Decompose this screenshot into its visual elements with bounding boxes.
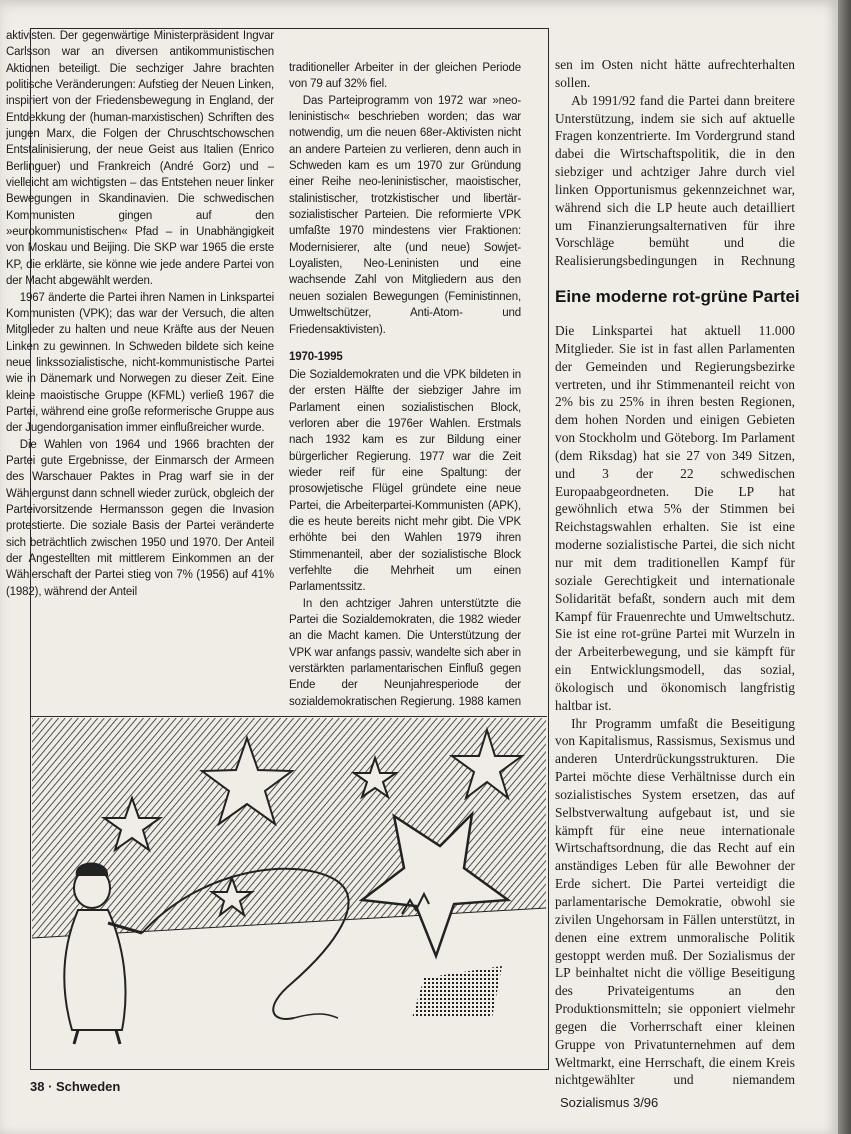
- section-heading: 1970-1995: [289, 350, 343, 363]
- column-middle: [289, 60, 521, 710]
- section-heading: Eine moderne rot-grüne Partei: [555, 287, 800, 306]
- paragraph: Die Wahlen von 1964 und 1966 brachten der Partei gute Ergebnisse, der Einmarsch der Armeen des Warschauer Paktes in Prag warf sie in der Wählergunst dann schnell wieder zurück, obgleich der Parteivorsitzende Hermansson gegen die Invasion protestierte. Die soziale Basis der Partei veränderte sich beträchtlich zwischen 1950 und 1970. Der Anteil der Angestellten mit mittlerem Einkommen an der Wählerschaft der Partei stieg von 7% (1956) auf 41% (1982), während der Anteil: [6, 438, 274, 598]
- paragraph: Das Parteiprogramm von 1972 war »neo-leninistisch« beschrieben worden; das war notwendig, um die neuen 68er-Aktivisten nicht an andere Parteien zu verlieren, denn auch in Schweden kam es um 1970 zur Gründung einer Reihe neo-leninistischer, maoistischer, stalinistischer, trotzkistischer und libertär-sozialistischer Parteien. Die reformierte VPK umfaßte 1970 mindestens vier Fraktionen: Modernisierer, alte (und neue) Sowjet-Loyalisten, Neo-Leninisten und eine wachsende Zahl von Mitgliedern aus den neuen sozialen Bewegungen (Feministinnen, Umweltschützer, Anti-Atom- und Friedensaktivisten).: [289, 94, 521, 336]
- paragraph: sen im Osten nicht hätte aufrechterhalten sollen.: [555, 57, 795, 90]
- paragraph: aktivisten. Der gegenwärtige Ministerpräsident Ingvar Carlsson war an diversen antikommunistischen Aktionen beteiligt. Die sechziger Jahre brachten politische Veränderungen: Aufstieg der Neuen Linken, inspiriert von der Friedensbewegung in England, der Entdekkung der (human-marxistischen) Schriften des jungen Marx, die Folgen der Chruschtschowschen Entstalinisierung, der neue Geist aus Italien (Enrico Berlinguer) und Frankreich (André Gorz) und – vielleicht am wichtigsten – das Entstehen neuer linker Bewegungen in Skandinavien. Die schwedischen Kommunisten gingen auf den »eurokommunistischen« Pfad – in Unabhängigkeit von Moskau und Beijing. Die SKP war 1965 die erste KP, die erklärte, sie könne wie jede andere Partei von der Macht abgewählt werden.: [6, 30, 274, 288]
- column-right-top: [555, 56, 795, 268]
- paragraph: Ab 1991/92 fand die Partei dann breitere Unterstützung, indem sie sich auf aktuelle Fragen konzentrierte. Im Vordergrund stand dabei die Wirtschaftspolitik, die in den siebziger und achtziger Jahre durch viel linken Opportunismus gekennzeichnet war, während sich die LP heute auch detailliert um Finanzierungsalternativen für ihre Vorschläge bemüht und die Realisierungsbedingungen in Rechnung: [555, 92, 795, 268]
- paragraph: 1967 änderte die Partei ihren Namen in Linkspartei Kommunisten (VPK); das war der Versuch, die alten Mitglieder zu halten und neue Kräfte aus der Neuen Linken zu gewinnen. In Schweden bildete sich keine neue linkssozialistische, nicht-kommunistische Partei wie in Dänemark und Norwegen zu dieser Zeit. Eine kleine maoistische Gruppe (KFML) verließ 1967 die Partei, während eine große reformerische Gruppe aus der Jugendorganisation immer einflußreicher wurde.: [6, 291, 274, 435]
- page-number-section: 38 · Schweden: [30, 1079, 121, 1094]
- paragraph: Die Sozialdemokraten und die VPK bildeten in der ersten Hälfte der siebziger Jahre im Parlament einen sozialistischen Block, verloren aber die 1976er Wahlen. Erstmals nach 1932 kam es zur Bildung einer bürgerlicher Regierung. 1977 war die Zeit wieder reif für eine Spaltung: der prosowjetische Flügel gründete eine neue Partei, die Arbeiterpartei-Kommunisten (APK), die es heute bereits nicht mehr gibt. Die VPK erhöhte bei den Wahlen 1979 ihren Stimmenanteil, aber der sozialistische Block verfehlte die Mehrheit um einen Parlamentssitz.: [289, 368, 521, 594]
- cartoon-illustration: [32, 718, 546, 1066]
- journal-issue: Sozialismus 3/96: [560, 1095, 659, 1110]
- paragraph: Ihr Programm umfaßt die Beseitigung von Kapitalismus, Rassismus, Sexismus und anderen Unterdrückungsstrukturen. Die Partei möchte diese Verhältnisse durch ein sozialistisches System ersetzen, das auf Selbstverwaltung aufgebaut ist, und sie kämpft für eine neue internationale Wirtschaftsordnung, die das Recht auf ein anständiges Leben für alle Bewohner der Erde sichert. Die Partei verteidigt die parlamentarische Demokratie, obwohl sie zivilen Ungehorsam in Fällen unterstützt, in denen eine extrem unmoralische Politik gestoppt werden muß. Der Sozialismus der LP beinhaltet nicht die völlige Beseitigung des Privateigentums an den Produktionsmitteln; sie opponiert vielmehr gegen die Vorherrschaft einer kleinen Gruppe von Privatunternehmen auf dem Weltmarkt, eine Herrschaft, die einem Kreis nichtgewählter und niemandem: [555, 715, 795, 1088]
- paragraph: In den achtziger Jahren unterstützte die Partei die Sozialdemokraten, die 1982 wieder an die Macht kamen. Die Unterstützung der VPK war anfangs passiv, wandelte sich aber in verstärkten parlamentarischen Einfluß gegen Ende der Neunjahresperiode der sozialdemokratischen Regierung. 1988 kamen: [289, 597, 521, 708]
- paragraph: Die Linkspartei hat aktuell 11.000 Mitglieder. Sie ist in fast allen Parlamenten der Gemeinden und Regierungsbezirke vertreten, und ihr Stimmenanteil reicht von 2% bis zu 25% in ihren besten Regionen, dem hohen Norden und einigen Gebieten von Stockholm und Göteborg. Im Parlament (dem Riksdag) hat sie 27 von 349 Sitzen, und 3 der 22 schwedischen Europaabgeordneten. Die LP hat gewöhnlich etwa 5% der Stimmen bei Reichstagswahlen erhalten. Sie ist eine moderne sozialistische Partei, die sich nicht nur mit dem traditionellen Kampf für soziale Gerechtigkeit und internationale Solidarität befaßt, sondern auch mit dem Kampf für Frauenrechte und Umweltschutz. Sie ist eine rot-grüne Partei mit Wurzeln in der Arbeiterbewegung, und sie kämpft für ein Entwicklungsmodell, das sozial, ökologisch und ökonomisch langfristig haltbar ist.: [555, 323, 795, 713]
- paragraph: traditioneller Arbeiter in der gleichen Periode von 79 auf 32% fiel.: [289, 62, 521, 91]
- column-left: [6, 28, 274, 718]
- page-edge-shadow: [838, 0, 851, 1134]
- column-right-bottom: [555, 322, 795, 1090]
